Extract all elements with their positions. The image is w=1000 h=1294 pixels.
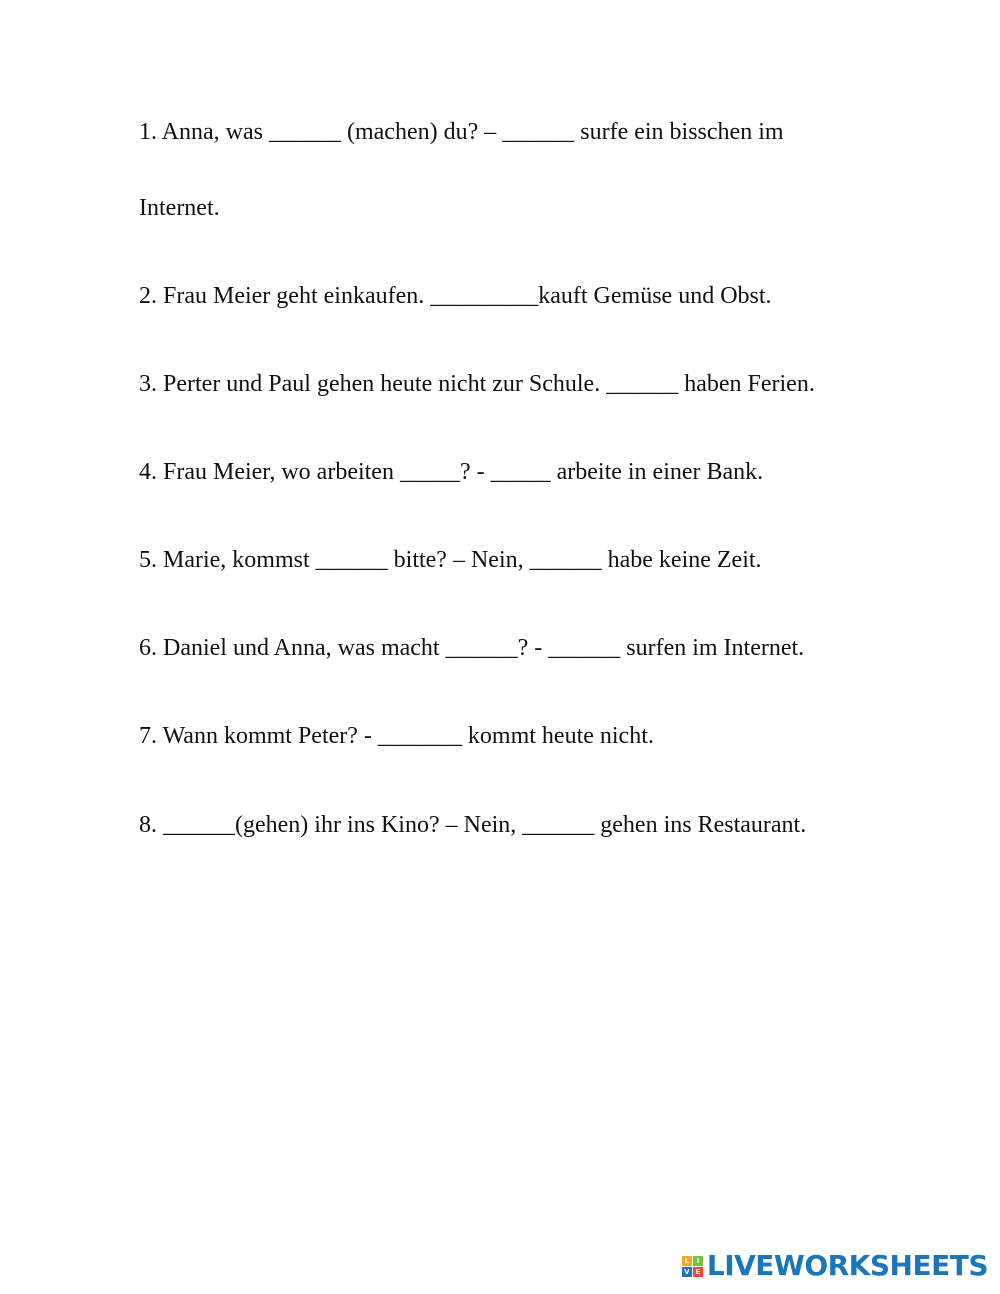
logo-letter-l: L <box>682 1256 692 1266</box>
logo-letter-i: I <box>693 1256 703 1266</box>
exercise-line-8: 8. ______(gehen) ihr ins Kino? – Nein, ______ gehen ins Restaurant. <box>139 812 807 838</box>
logo-letter-e: E <box>693 1267 703 1277</box>
exercise-line-1-continued: Internet. <box>139 195 220 221</box>
exercise-line-7: 7. Wann kommt Peter? - _______ kommt heute nicht. <box>139 723 654 749</box>
logo-letter-v: V <box>682 1267 692 1277</box>
exercise-line-1: 1. Anna, was ______ (machen) du? – ______ surfe ein bisschen im <box>139 119 784 145</box>
exercise-line-2: 2. Frau Meier geht einkaufen. _________kauft Gemüse und Obst. <box>139 283 772 309</box>
exercise-line-6: 6. Daniel und Anna, was macht ______? - ______ surfen im Internet. <box>139 635 805 661</box>
exercise-line-5: 5. Marie, kommst ______ bitte? – Nein, ______ habe keine Zeit. <box>139 547 762 573</box>
liveworksheets-brand-text: LIVEWORKSHEETS <box>706 1249 988 1282</box>
exercise-line-4: 4. Frau Meier, wo arbeiten _____? - _____ arbeite in einer Bank. <box>139 459 764 485</box>
liveworksheets-logo-icon <box>682 1256 703 1277</box>
exercise-line-3: 3. Perter und Paul gehen heute nicht zur Schule. ______ haben Ferien. <box>139 371 815 397</box>
liveworksheets-logo <box>682 1249 988 1282</box>
